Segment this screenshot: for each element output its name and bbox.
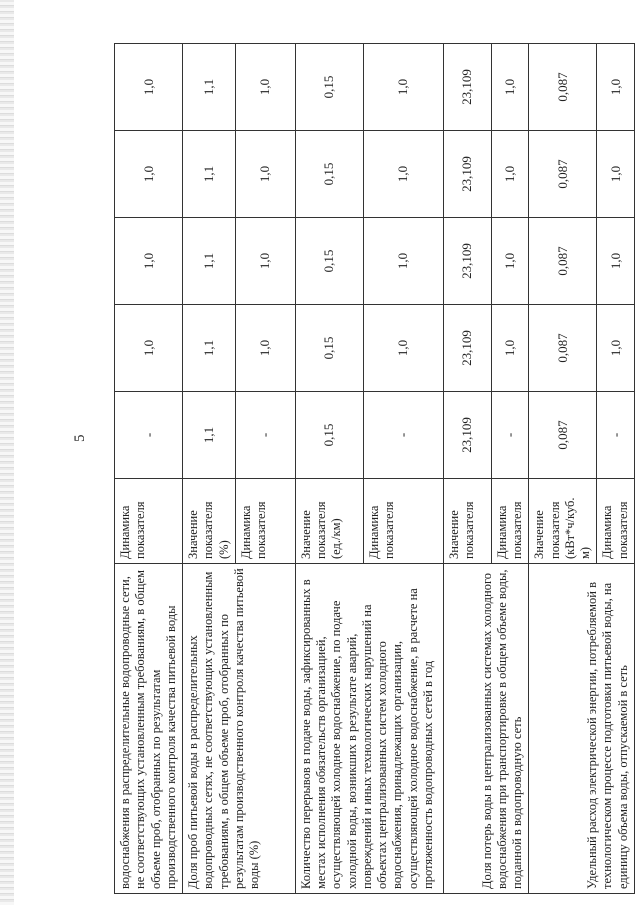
value-cell: 1,0 bbox=[115, 44, 183, 131]
value-cell: 1,1 bbox=[183, 44, 236, 131]
table-row bbox=[183, 44, 236, 894]
value-cell: 0,087 bbox=[529, 392, 597, 479]
page-number: 5 bbox=[72, 434, 88, 442]
value-cell: 23,109 bbox=[443, 392, 491, 479]
value-cell: 0,15 bbox=[295, 305, 363, 392]
row-label: Динамика показателя bbox=[115, 479, 183, 564]
value-cell: 0,087 bbox=[529, 218, 597, 305]
row-label: Динамика показателя bbox=[491, 479, 529, 564]
indicator-name: водоснабжения в распределительные водопроводные сети, не соответствующих установленным требованиям, в общем объеме проб, отобранных по результатам производственного контроля качества питьевой воды bbox=[115, 564, 183, 894]
value-cell: 1,1 bbox=[183, 392, 236, 479]
indicators-table bbox=[114, 43, 635, 894]
rotated-page bbox=[114, 44, 630, 894]
value-cell: 1,0 bbox=[115, 131, 183, 218]
indicator-name: Доля проб питьевой воды в распределительных водопроводных сетях, не соответствующих установленным требованиям, в общем объеме проб, отобранных по результатам производственного контроля качества питьевой воды (%) bbox=[183, 564, 296, 894]
indicator-name: Доля потерь воды в централизованных системах холодного водоснабжения при транспортировке в общем объеме воды, поданной в водопроводную сеть bbox=[443, 564, 529, 894]
value-cell: 1,1 bbox=[183, 131, 236, 218]
value-cell: 1,0 bbox=[235, 44, 295, 131]
value-cell: 1,0 bbox=[363, 218, 443, 305]
value-cell: - bbox=[363, 392, 443, 479]
value-cell: 1,0 bbox=[597, 44, 635, 131]
table-row bbox=[115, 44, 183, 894]
row-label: Значение показателя (ед./км) bbox=[295, 479, 363, 564]
value-cell: - bbox=[597, 392, 635, 479]
value-cell: 1,0 bbox=[363, 131, 443, 218]
row-label: Динамика показателя bbox=[235, 479, 295, 564]
value-cell: 23,109 bbox=[443, 44, 491, 131]
row-label: Значение показателя bbox=[443, 479, 491, 564]
value-cell: 1,0 bbox=[363, 44, 443, 131]
value-cell: 0,15 bbox=[295, 218, 363, 305]
value-cell: 1,0 bbox=[491, 131, 529, 218]
value-cell: 1,0 bbox=[363, 305, 443, 392]
value-cell: 1,1 bbox=[183, 218, 236, 305]
row-label: Динамика показателя bbox=[363, 479, 443, 564]
value-cell: 1,0 bbox=[597, 131, 635, 218]
value-cell: 1,0 bbox=[115, 305, 183, 392]
value-cell: 0,087 bbox=[529, 44, 597, 131]
scan-edge bbox=[0, 0, 14, 905]
value-cell: - bbox=[491, 392, 529, 479]
table-row bbox=[529, 44, 597, 894]
value-cell: 0,15 bbox=[295, 44, 363, 131]
indicator-name: Удельный расход электрической энергии, потребляемой в технологическом процессе подготовки питьевой воды, на единицу объема воды, отпускаемой в сеть bbox=[529, 564, 635, 894]
value-cell: 0,087 bbox=[529, 305, 597, 392]
indicator-name: Количество перерывов в подаче воды, зафиксированных в местах исполнения обязательств организацией, осуществляющей холодное водоснабжение, по подаче холодной воды, возникших в результате аварий, повреждений и иных технологических нарушений на объектах централизованных систем холодного водоснабжения, принадлежащих организации, осуществляющей холодное водоснабжение, в расчете на протяженность водопроводных сетей в год bbox=[295, 564, 443, 894]
value-cell: 0,15 bbox=[295, 392, 363, 479]
value-cell: 1,0 bbox=[235, 131, 295, 218]
value-cell: 1,0 bbox=[235, 305, 295, 392]
value-cell: 1,0 bbox=[491, 305, 529, 392]
value-cell: 0,087 bbox=[529, 131, 597, 218]
value-cell: - bbox=[235, 392, 295, 479]
value-cell: - bbox=[115, 392, 183, 479]
value-cell: 1,0 bbox=[597, 218, 635, 305]
value-cell: 23,109 bbox=[443, 218, 491, 305]
row-label: Динамика показателя bbox=[597, 479, 635, 564]
value-cell: 1,1 bbox=[183, 305, 236, 392]
value-cell: 1,0 bbox=[115, 218, 183, 305]
value-cell: 23,109 bbox=[443, 305, 491, 392]
value-cell: 0,15 bbox=[295, 131, 363, 218]
row-label: Значение показателя (%) bbox=[183, 479, 236, 564]
table-row bbox=[443, 44, 491, 894]
value-cell: 1,0 bbox=[491, 218, 529, 305]
table-row bbox=[295, 44, 363, 894]
value-cell: 23,109 bbox=[443, 131, 491, 218]
value-cell: 1,0 bbox=[491, 44, 529, 131]
row-label: Значение показателя (кВт*ч/куб. м) bbox=[529, 479, 597, 564]
value-cell: 1,0 bbox=[597, 305, 635, 392]
value-cell: 1,0 bbox=[235, 218, 295, 305]
